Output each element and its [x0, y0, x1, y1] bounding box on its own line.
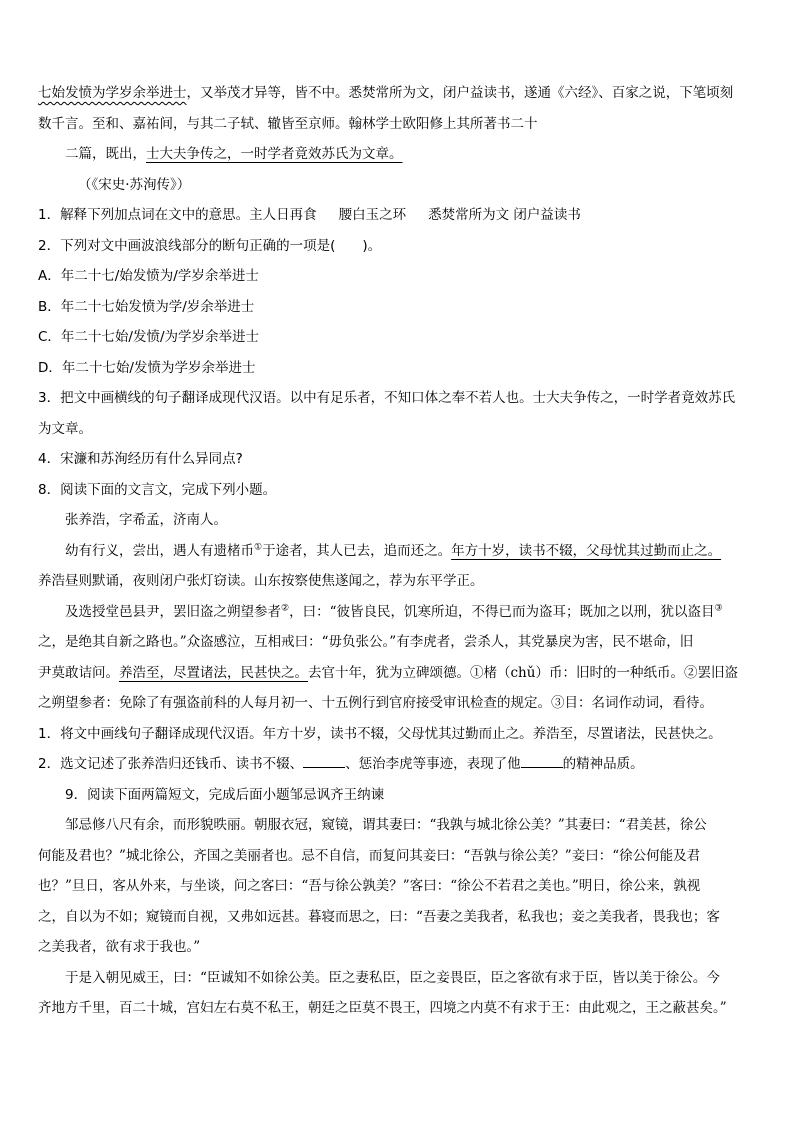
passage-line: 之美我者，欲有求于我也。”: [38, 939, 201, 955]
footnote-marker: ②: [281, 603, 290, 613]
passage-line: 之朔望参者：免除了有强盗前科的人每月初一、十五例行到官府接受审讯检查的规定。③目：名词作动词，看待。: [38, 695, 713, 711]
passage-line: 之，是绝其自新之路也。”众盗感泣，互相戒曰：“毋负张公。”有李虎者，尝杀人，其党暴戾为害，民不堪命，旧: [38, 634, 694, 650]
question-9-title: 9．阅读下面两篇短文，完成后面小题邹忌讽齐王纳谏: [65, 786, 385, 803]
question-1: 1．解释下列加点词在文中的意思。主人日再食 腰白玉之环 悉焚常所为文 闭户益读书: [38, 207, 581, 223]
wavy-underlined-text: 七始发愤为学岁余举进士: [38, 85, 187, 101]
answer-blank[interactable]: [521, 755, 563, 768]
passage-line: 之，自以为不如；窥镜而自视，又弗如远甚。暮寝而思之，曰：“吾妻之美我者，私我也；妾之美我者，畏我也；客: [38, 908, 720, 925]
passage-line: 也？”旦日，客从外来，与坐谈，问之客曰：“吾与徐公孰美？”客曰：“徐公不若君之美也。”明日，徐公来，孰视: [38, 878, 701, 894]
passage-line: 及选授堂邑县尹，罢旧盗之朔望参者②，曰：“彼皆良民，饥寒所迫，不得已而为盗耳；既加之以刑，犹以盗目③: [65, 603, 723, 620]
passage-line: 养浩昼则默诵，夜则闭户张灯窃读。山东按察使焦遂闻之，荐为东平学正。: [38, 573, 484, 589]
answer-blank[interactable]: [303, 755, 345, 768]
question-3: 3．把文中画横线的句子翻译成现代汉语。以中有足乐者，不知口体之奉不若人也。士大夫争传之，一时学者竟效苏氏: [38, 390, 736, 406]
question-3-cont: 为文章。: [38, 420, 92, 437]
question-8-title: 8．阅读下面的文言文，完成下列小题。: [38, 481, 277, 498]
underlined-sentence: 士大夫争传之，一时学者竟效苏氏为文章。: [146, 146, 403, 162]
footnote-marker: ①: [254, 542, 263, 552]
passage-line: 张养浩，字希孟，济南人。: [65, 512, 227, 528]
option-d: D．年二十七始/发愤为学岁余举进士: [38, 359, 256, 376]
question-4: 4．宋濂和苏洵经历有什么异同点?: [38, 451, 243, 467]
passage-line: 邹忌修八尺有余，而形貌昳丽。朝服衣冠，窥镜，谓其妻曰：“我孰与城北徐公美？”其妻曰：“君美甚，徐公: [65, 817, 707, 833]
question-8-2: 2．选文记述了张养浩归还钱币、读书不辍、 、惩治李虎等事迹，表现了他 的精神品质。: [38, 756, 644, 772]
passage-line: 何能及君也？”城北徐公，齐国之美丽者也。忌不自信，而复问其妾曰：“吾孰与徐公美？”妾曰：“徐公何能及君: [38, 847, 701, 864]
underlined-sentence: 养浩至，尽置诸法，民甚快之。: [119, 664, 308, 681]
passage-line: 七始发愤为学岁余举进士，又举茂才异等，皆不中。悉焚常所为文，闭户益读书，遂通《六经》、百家之说，下笔顷刻: [38, 85, 734, 101]
passage-line: 二篇，既出，士大夫争传之，一时学者竟效苏氏为文章。: [65, 146, 403, 162]
underlined-sentence: 年方十岁，读书不辍，父母忧其过勤而止之。: [451, 542, 722, 559]
passage-line: 齐地方千里，百二十城，宫妇左右莫不私王，朝廷之臣莫不畏王，四境之内莫不有求于王：由此观之，王之蔽甚矣。”: [38, 1000, 727, 1016]
passage-line: 数千言。至和、嘉祐间，与其二子轼、辙皆至京师。翰林学士欧阳修上其所著书二十: [38, 115, 538, 132]
passage-line: 尹莫敢诘问。养浩至，尽置诸法，民甚快之。去官十年，犹为立碑颂德。①楮（chǔ）币：旧时的一种纸币。②罢旧盗: [38, 664, 738, 681]
question-2: 2．下列对文中画波浪线部分的断句正确的一项是( )。: [38, 237, 382, 254]
passage-line: 幼有行义，尝出，遇人有遗楮币①于途者，其人已去，追而还之。年方十岁，读书不辍，父母忧其过勤而止之。: [65, 542, 722, 559]
option-c: C．年二十七始/发愤/为学岁余举进士: [38, 329, 260, 345]
option-a: A．年二十七/始发愤为/学岁余举进士: [38, 268, 259, 284]
passage-line: 于是入朝见威王，曰：“臣诚知不如徐公美。臣之妻私臣，臣之妾畏臣，臣之客欲有求于臣，皆以美于徐公。今: [65, 969, 720, 986]
question-8-1: 1．将文中画线句子翻译成现代汉语。年方十岁，读书不辍，父母忧其过勤而止之。养浩至，尽置诸法，民甚快之。: [38, 725, 722, 742]
footnote-marker: ③: [714, 603, 723, 613]
option-b: B．年二十七始发愤为学/岁余举进士: [38, 298, 255, 315]
passage-source: （《宋史·苏洵传》）: [78, 176, 191, 193]
